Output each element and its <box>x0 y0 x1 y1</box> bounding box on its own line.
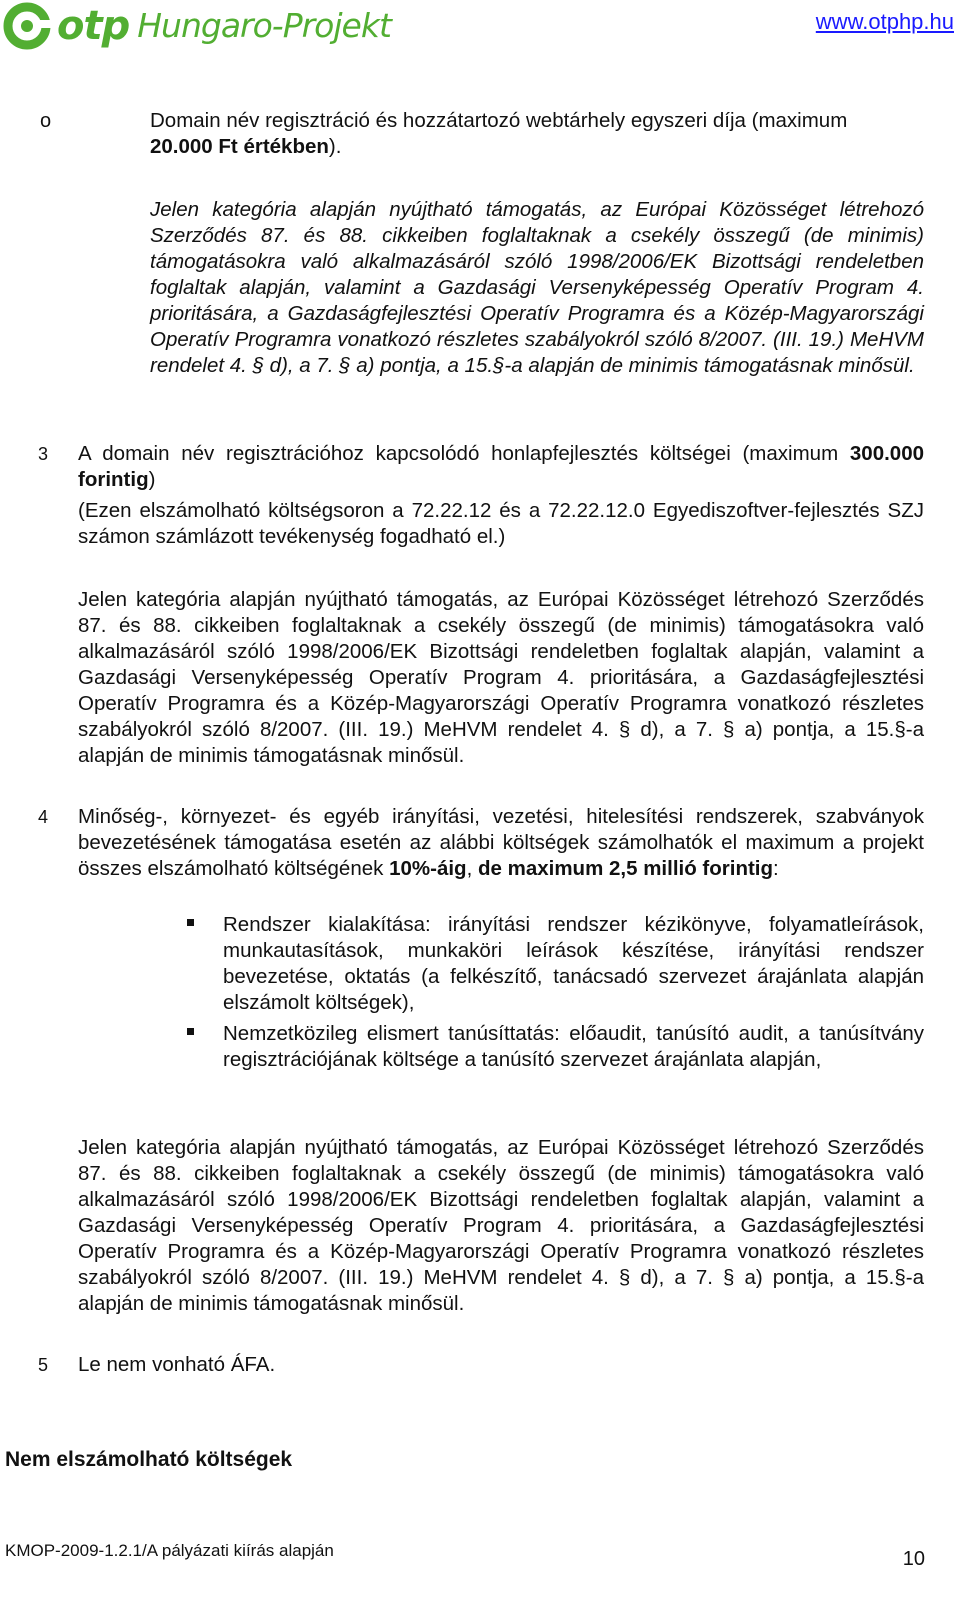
page-number: 10 <box>902 1548 925 1570</box>
item-4-text-end: : <box>773 857 779 880</box>
bullet-item-1: Rendszer kialakítása: irányítási rendszer kézikönyve, folyamatleírások, munkautasítások, munkaköri leírások készítése, irányítási rendszer bevezetése, oktatás (a felkészítő, tanácsadó szervezet árajánlata alapján elszámolt költségek), <box>223 913 924 1014</box>
section-heading: Nem elszámolható költségek <box>5 1448 293 1471</box>
domain-registration-amount: 20.000 Ft értékben <box>150 135 329 158</box>
item-4-text-mid: , <box>466 857 478 880</box>
item-3-text-b: ) <box>148 468 156 491</box>
domain-registration-line1: Domain név regisztráció és hozzátartozó webtárhely egyszeri díja (maximum <box>150 109 848 132</box>
otp-logo-mark-icon <box>3 2 51 50</box>
item-3-text <box>78 441 924 493</box>
item-number-5: 5 <box>38 1355 49 1375</box>
otp-logo <box>3 2 391 50</box>
domain-registration-end: ). <box>328 135 342 158</box>
bullet-square-icon <box>187 919 194 926</box>
item-3-text-a: A domain név regisztrációhoz kapcsolódó honlapfejlesztés költségei (maximum <box>78 442 850 465</box>
item-number-4: 4 <box>38 807 49 827</box>
item-5-text: Le nem vonható ÁFA. <box>78 1353 276 1376</box>
logo-otp-text: otp <box>57 3 130 49</box>
list-marker-o: o <box>40 110 52 132</box>
item-number-3: 3 <box>38 444 49 464</box>
bullet-square-icon <box>187 1028 194 1035</box>
item-4-text-a: Minőség-, környezet- és egyéb irányítási, vezetési, hitelesítési rendszerek, szabványok bevezetésének támogatása esetén az alábbi költségek számolhatók el maximum a projekt összes elszámolható költségének <box>78 805 924 880</box>
item-4-maximum: de maximum 2,5 millió forintig <box>477 857 774 880</box>
item-3-amount: 300.000 forintig <box>78 442 924 491</box>
deminimis-paragraph-1: Jelen kategória alapján nyújtható támogatás, az Európai Közösséget létrehozó Szerződés 87. és 88. cikkeiben foglaltaknak a csekély összegű (de minimis) támogatásokra való alkalmazásáról szóló 1998/2006/EK Bizottsági rendeletben foglaltak alapján, valamint a Gazdasági Versenyképesség Operatív Program 4. prioritására, a Gazdaságfejlesztési Operatív Programra és a Közép-Magyarországi Operatív Programra vonatkozó részletes szabályokról szóló 8/2007. (III. 19.) MeHVM rendelet 4. § d), a 7. § a) pontja, a 15.§-a alapján de minimis támogatásnak minősül. <box>150 198 924 377</box>
logo-hungaro-projekt-text: Hungaro-Projekt <box>137 6 391 45</box>
bullet-item-2: Nemzetközileg elismert tanúsíttatás: előaudit, tanúsító audit, a tanúsítvány regisztrációjának költsége a tanúsító szervezet árajánlata alapján, <box>223 1022 924 1071</box>
item-4-text <box>78 804 924 882</box>
deminimis-paragraph-3: Jelen kategória alapján nyújtható támogatás, az Európai Közösséget létrehozó Szerződés 87. és 88. cikkeiben foglaltaknak a csekély összegű (de minimis) támogatásokra való alkalmazásáról szóló 1998/2006/EK Bizottsági rendeletben foglaltak alapján, valamint a Gazdasági Versenyképesség Operatív Program 4. prioritására, a Gazdaságfejlesztési Operatív Programra és a Közép-Magyarországi Operatív Programra vonatkozó részletes szabályokról szóló 8/2007. (III. 19.) MeHVM rendelet 4. § d), a 7. § a) pontja, a 15.§-a alapján de minimis támogatásnak minősül. <box>78 1136 924 1315</box>
deminimis-paragraph-2: Jelen kategória alapján nyújtható támogatás, az Európai Közösséget létrehozó Szerződés 87. és 88. cikkeiben foglaltaknak a csekély összegű (de minimis) támogatásokra való alkalmazásáról szóló 1998/2006/EK Bizottsági rendeletben foglaltak alapján, valamint a Gazdasági Versenyképesség Operatív Program 4. prioritására, a Gazdaságfejlesztési Operatív Programra és a Közép-Magyarországi Operatív Programra vonatkozó részletes szabályokról szóló 8/2007. (III. 19.) MeHVM rendelet 4. § d), a 7. § a) pontja, a 15.§-a alapján de minimis támogatásnak minősül. <box>78 588 924 767</box>
page-header <box>0 0 960 60</box>
item-4-percent: 10%-áig <box>389 857 467 880</box>
website-link[interactable]: www.otphp.hu <box>815 9 954 34</box>
domain-registration-item <box>150 108 924 160</box>
item-3-note: (Ezen elszámolható költségsoron a 72.22.12 és a 72.22.12.0 Egyediszoftver-fejlesztés SZJ számon számlázott tevékenység fogadható el.) <box>78 499 924 548</box>
footer-source: KMOP-2009-1.2.1/A pályázati kiírás alapján <box>5 1541 334 1560</box>
